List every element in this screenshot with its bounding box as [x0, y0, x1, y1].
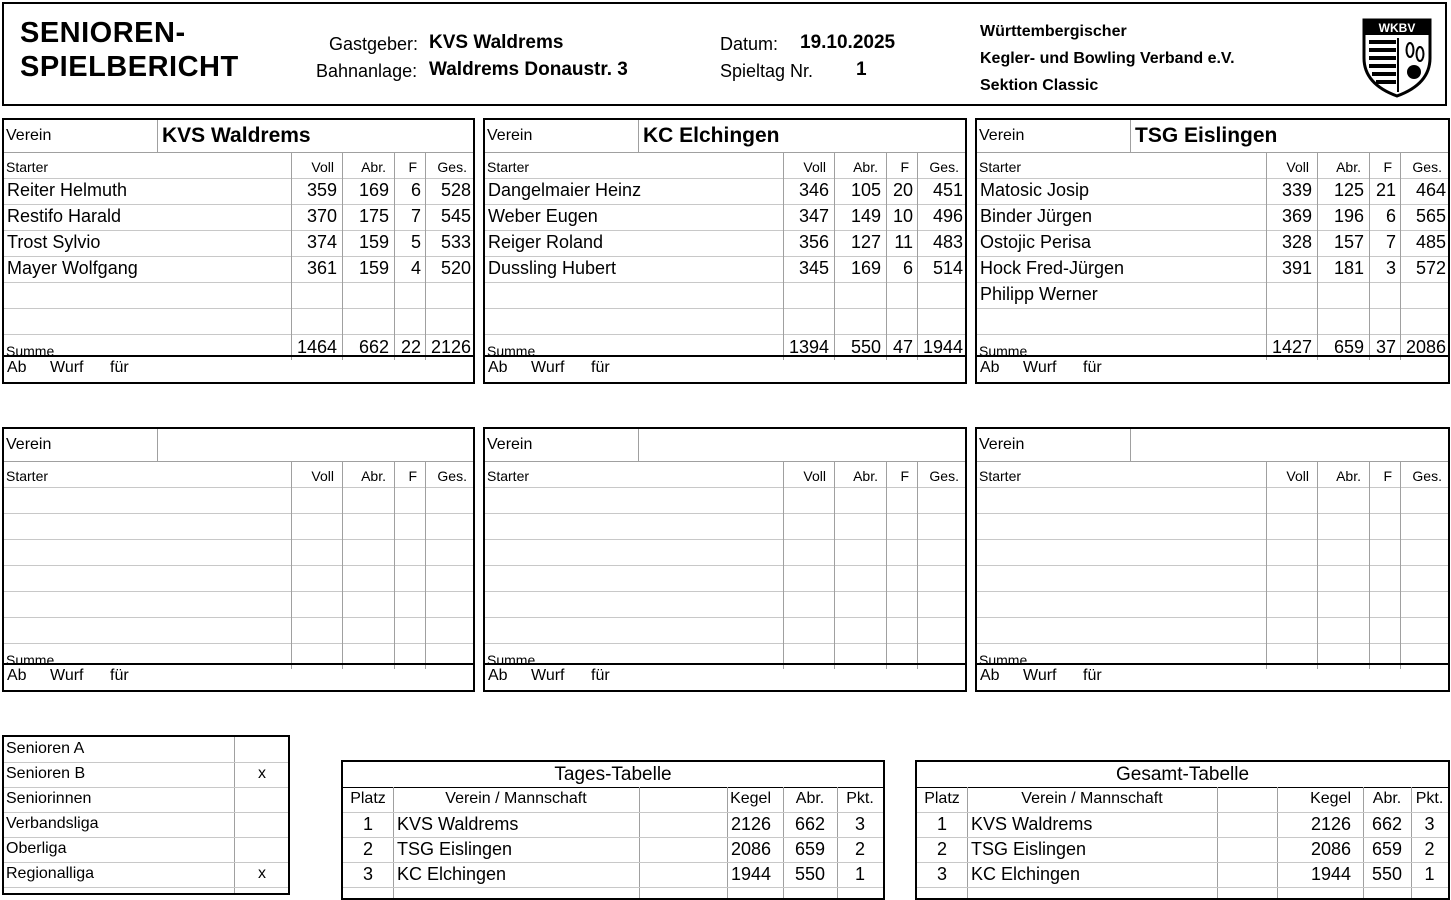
ges-header: Ges.	[1412, 468, 1442, 484]
ges-header: Ges.	[1412, 159, 1442, 175]
team-name: TSG Eislingen	[1130, 120, 1448, 152]
player-name: Restifo Harald	[7, 206, 122, 226]
player-name: Ostojic Perisa	[980, 232, 1092, 252]
ges-header: Ges.	[437, 468, 467, 484]
ges-value: 451	[932, 180, 963, 200]
verein-value: KC Elchingen	[397, 864, 507, 884]
logo-text: WKBV	[1378, 21, 1416, 35]
team-panel	[483, 118, 967, 384]
verein-row	[977, 429, 1448, 462]
pkt-header: Pkt.	[846, 790, 874, 807]
abr-value: 659	[1371, 839, 1403, 859]
ab-wurf-row	[485, 355, 965, 382]
player-row	[4, 230, 473, 257]
f-header: F	[900, 468, 909, 484]
starter-header: Starter	[6, 468, 49, 484]
player-row	[4, 591, 473, 618]
fuer-label: für	[1083, 667, 1102, 684]
sum-label: Summe	[6, 343, 55, 359]
f-value: 10	[892, 206, 913, 226]
abr-value: 550	[794, 864, 826, 884]
voll-header: Voll	[1286, 468, 1309, 484]
ab-wurf-row	[4, 355, 473, 382]
verein-label: Verein	[6, 436, 52, 453]
verein-value: KVS Waldrems	[971, 814, 1093, 834]
player-row	[977, 513, 1448, 540]
player-row	[4, 308, 473, 335]
kegel-value: 1944	[730, 864, 771, 884]
player-name: Trost Sylvio	[7, 232, 101, 252]
wurf-label: Wurf	[531, 359, 565, 376]
player-name: Binder Jürgen	[980, 206, 1093, 226]
abr-value: 127	[850, 232, 881, 252]
f-value: 11	[894, 232, 913, 252]
f-value: 6	[902, 258, 913, 278]
f-header: F	[408, 159, 417, 175]
team-panel	[975, 118, 1450, 384]
team-name: KVS Waldrems	[157, 120, 473, 152]
ab-wurf-row	[485, 663, 965, 690]
category-row	[4, 862, 288, 888]
kegel-value: 2126	[730, 814, 771, 834]
abr-value: 169	[358, 180, 389, 200]
verein-row	[4, 429, 473, 462]
title-line-2: SPIELBERICHT	[20, 51, 239, 83]
sum-ges: 1944	[922, 337, 963, 357]
overall-ranking-table	[915, 760, 1450, 900]
voll-value: 356	[798, 232, 829, 252]
pkt-value: 2	[854, 839, 865, 859]
player-row	[4, 178, 473, 205]
platz-value: 3	[936, 864, 947, 884]
voll-value: 374	[306, 232, 337, 252]
voll-value: 361	[306, 258, 337, 278]
f-value: 21	[1375, 180, 1396, 200]
verein-value: TSG Eislingen	[397, 839, 513, 859]
ges-value: 483	[932, 232, 963, 252]
player-row	[4, 487, 473, 514]
fuer-label: für	[591, 359, 610, 376]
ges-value: 485	[1415, 232, 1446, 252]
abr-header: Abr.	[1372, 790, 1402, 807]
voll-value: 391	[1281, 258, 1312, 278]
pkt-value: 1	[854, 864, 865, 884]
player-name: Hock Fred-Jürgen	[980, 258, 1125, 278]
sum-label: Summe	[6, 652, 55, 668]
empty-team-panel	[2, 427, 475, 692]
category-row	[4, 837, 288, 863]
team-name	[157, 429, 473, 461]
player-row	[4, 539, 473, 566]
player-name: Matosic Josip	[980, 180, 1090, 200]
title-line-1: SENIOREN-	[20, 17, 186, 49]
abr-value: 550	[1371, 864, 1403, 884]
ab-label: Ab	[488, 359, 508, 376]
abr-header: Abr.	[1336, 159, 1361, 175]
player-row	[4, 513, 473, 540]
starter-header: Starter	[979, 159, 1022, 175]
verein-row	[977, 120, 1448, 153]
player-row	[4, 617, 473, 644]
verein-label: Verein	[487, 127, 533, 144]
wurf-label: Wurf	[50, 359, 84, 376]
voll-header: Voll	[1286, 159, 1309, 175]
fuer-label: für	[591, 667, 610, 684]
player-row	[485, 282, 965, 309]
starter-header: Starter	[979, 468, 1022, 484]
sum-abr: 659	[1333, 337, 1364, 357]
abr-header: Abr.	[795, 790, 825, 807]
player-name: Mayer Wolfgang	[7, 258, 138, 278]
abr-value: 157	[1333, 232, 1364, 252]
venue-label: Bahnanlage:	[316, 61, 418, 81]
player-row	[977, 565, 1448, 592]
player-row	[485, 308, 965, 335]
sum-abr: 550	[850, 337, 881, 357]
category-row	[4, 762, 288, 788]
player-row	[977, 204, 1448, 231]
ranking-title: Gesamt-Tabelle	[917, 762, 1448, 788]
venue-value: Waldrems Donaustr. 3	[429, 59, 628, 80]
empty-team-panel	[975, 427, 1450, 692]
abr-header: Abr.	[853, 159, 878, 175]
voll-header: Voll	[311, 159, 334, 175]
wurf-label: Wurf	[1023, 667, 1057, 684]
player-row	[4, 256, 473, 283]
ges-value: 464	[1415, 180, 1446, 200]
ab-label: Ab	[7, 359, 27, 376]
pkt-value: 1	[1424, 864, 1435, 884]
date-value: 19.10.2025	[800, 32, 896, 53]
category-row	[4, 787, 288, 813]
date-label: Datum:	[720, 34, 779, 54]
player-row	[485, 178, 965, 205]
player-row	[485, 591, 965, 618]
kegel-value: 2086	[730, 839, 771, 859]
abr-value: 125	[1333, 180, 1364, 200]
ges-header: Ges.	[929, 468, 959, 484]
abr-value: 169	[850, 258, 881, 278]
player-row	[485, 513, 965, 540]
ges-value: 514	[932, 258, 963, 278]
kegel-value: 2086	[1310, 839, 1351, 859]
voll-value: 339	[1281, 180, 1312, 200]
abr-header: Abr.	[361, 159, 386, 175]
abr-value: 149	[850, 206, 881, 226]
report-header	[2, 2, 1447, 106]
voll-header: Voll	[803, 468, 826, 484]
org-line-3: Sektion Classic	[980, 77, 1099, 94]
player-row	[485, 256, 965, 283]
sum-f: 47	[892, 337, 913, 357]
category-table	[2, 735, 290, 895]
player-row	[485, 617, 965, 644]
voll-value: 359	[306, 180, 337, 200]
verein-value: KC Elchingen	[971, 864, 1081, 884]
verein-value: KVS Waldrems	[397, 814, 519, 834]
platz-value: 1	[362, 814, 373, 834]
verein-header: Verein / Mannschaft	[1021, 790, 1163, 807]
abr-value: 159	[358, 258, 389, 278]
ranking-title: Tages-Tabelle	[343, 762, 883, 788]
voll-value: 345	[798, 258, 829, 278]
kegel-header: Kegel	[730, 790, 771, 807]
ab-label: Ab	[7, 667, 27, 684]
ges-value: 572	[1415, 258, 1446, 278]
verein-label: Verein	[979, 127, 1025, 144]
ges-header: Ges.	[929, 159, 959, 175]
voll-value: 370	[306, 206, 337, 226]
category-name: Senioren B	[6, 765, 86, 782]
f-value: 6	[1385, 206, 1396, 226]
daily-ranking-table	[341, 760, 885, 900]
verein-row	[4, 120, 473, 153]
host-value: KVS Waldrems	[429, 32, 564, 53]
player-name: Weber Eugen	[488, 206, 598, 226]
verein-label: Verein	[6, 127, 52, 144]
f-value: 5	[410, 232, 421, 252]
sum-ges: 2086	[1405, 337, 1446, 357]
org-line-2: Kegler- und Bowling Verband e.V.	[980, 50, 1235, 67]
abr-header: Abr.	[1336, 468, 1361, 484]
player-row	[977, 256, 1448, 283]
abr-value: 105	[850, 180, 881, 200]
platz-value: 2	[936, 839, 947, 859]
wurf-label: Wurf	[50, 667, 84, 684]
voll-value: 328	[1281, 232, 1312, 252]
sum-label: Summe	[979, 343, 1028, 359]
starter-header: Starter	[6, 159, 49, 175]
org-line-1: Württembergischer	[980, 23, 1127, 40]
sum-f: 37	[1375, 337, 1396, 357]
document-title	[20, 16, 239, 84]
fuer-label: für	[110, 667, 129, 684]
kegel-header: Kegel	[1310, 790, 1351, 807]
abr-value: 662	[794, 814, 826, 834]
platz-value: 2	[362, 839, 373, 859]
verein-label: Verein	[487, 436, 533, 453]
player-row	[977, 487, 1448, 514]
ab-label: Ab	[980, 359, 1000, 376]
player-row	[977, 230, 1448, 257]
organization-name	[980, 18, 1235, 99]
voll-value: 346	[798, 180, 829, 200]
f-value: 7	[410, 206, 421, 226]
f-value: 4	[410, 258, 421, 278]
matchday-label: Spieltag Nr.	[720, 61, 814, 81]
player-row	[977, 591, 1448, 618]
f-value: 20	[892, 180, 913, 200]
wurf-label: Wurf	[1023, 359, 1057, 376]
team-name	[1130, 429, 1448, 461]
sum-ges: 2126	[430, 337, 471, 357]
player-name: Dangelmaier Heinz	[488, 180, 642, 200]
abr-value: 196	[1333, 206, 1364, 226]
ges-value: 565	[1415, 206, 1446, 226]
player-row	[977, 539, 1448, 566]
verein-label: Verein	[979, 436, 1025, 453]
category-mark: x	[258, 865, 266, 882]
sum-voll: 1464	[296, 337, 337, 357]
f-header: F	[900, 159, 909, 175]
abr-value: 659	[794, 839, 826, 859]
ges-value: 528	[440, 180, 471, 200]
ges-value: 496	[932, 206, 963, 226]
category-name: Oberliga	[6, 840, 67, 857]
player-row	[977, 308, 1448, 335]
player-row	[485, 230, 965, 257]
sum-f: 22	[400, 337, 421, 357]
f-value: 7	[1385, 232, 1396, 252]
player-row	[977, 282, 1448, 309]
voll-value: 369	[1281, 206, 1312, 226]
f-value: 6	[410, 180, 421, 200]
f-header: F	[1383, 159, 1392, 175]
verein-value: TSG Eislingen	[971, 839, 1087, 859]
host-label: Gastgeber:	[329, 34, 419, 54]
category-row	[4, 737, 288, 763]
abr-header: Abr.	[361, 468, 386, 484]
category-row	[4, 812, 288, 838]
player-name: Reiter Helmuth	[7, 180, 128, 200]
ab-wurf-row	[4, 663, 473, 690]
player-row	[485, 539, 965, 566]
team-name	[638, 429, 965, 461]
player-name: Philipp Werner	[980, 284, 1098, 304]
voll-value: 347	[798, 206, 829, 226]
category-mark: x	[258, 765, 266, 782]
team-name: KC Elchingen	[638, 120, 965, 152]
platz-value: 1	[936, 814, 947, 834]
kegel-value: 1944	[1310, 864, 1351, 884]
abr-header: Abr.	[853, 468, 878, 484]
ab-label: Ab	[488, 667, 508, 684]
sum-label: Summe	[487, 652, 536, 668]
player-row	[485, 204, 965, 231]
category-name: Senioren A	[6, 740, 85, 757]
player-row	[977, 178, 1448, 205]
pkt-header: Pkt.	[1415, 790, 1444, 807]
player-row	[4, 204, 473, 231]
fuer-label: für	[110, 359, 129, 376]
sum-voll: 1427	[1271, 337, 1312, 357]
sum-abr: 662	[358, 337, 389, 357]
ges-header: Ges.	[437, 159, 467, 175]
ges-value: 533	[440, 232, 471, 252]
starter-header: Starter	[487, 468, 530, 484]
abr-value: 181	[1333, 258, 1364, 278]
category-name: Verbandsliga	[6, 815, 99, 832]
ges-value: 520	[440, 258, 471, 278]
voll-header: Voll	[803, 159, 826, 175]
voll-header: Voll	[311, 468, 334, 484]
player-row	[4, 565, 473, 592]
sum-label: Summe	[979, 652, 1028, 668]
sum-voll: 1394	[788, 337, 829, 357]
platz-value: 3	[362, 864, 373, 884]
f-header: F	[408, 468, 417, 484]
matchday-value: 1	[856, 59, 867, 80]
ab-label: Ab	[980, 667, 1000, 684]
wkbv-logo-icon	[1360, 14, 1434, 98]
verein-row	[485, 429, 965, 462]
pkt-value: 3	[1424, 814, 1435, 834]
starter-header: Starter	[487, 159, 530, 175]
pkt-value: 2	[1424, 839, 1435, 859]
f-value: 3	[1385, 258, 1396, 278]
category-name: Regionalliga	[6, 865, 95, 882]
category-name: Seniorinnen	[6, 790, 92, 807]
ab-wurf-row	[977, 663, 1448, 690]
empty-team-panel	[483, 427, 967, 692]
player-row	[4, 282, 473, 309]
abr-value: 159	[358, 232, 389, 252]
verein-row	[485, 120, 965, 153]
player-row	[977, 617, 1448, 644]
fuer-label: für	[1083, 359, 1102, 376]
platz-header: Platz	[924, 790, 960, 807]
f-header: F	[1383, 468, 1392, 484]
abr-value: 662	[1371, 814, 1403, 834]
player-name: Dussling Hubert	[488, 258, 617, 278]
abr-value: 175	[358, 206, 389, 226]
ges-value: 545	[440, 206, 471, 226]
wurf-label: Wurf	[531, 667, 565, 684]
player-row	[485, 565, 965, 592]
verein-header: Verein / Mannschaft	[445, 790, 587, 807]
ab-wurf-row	[977, 355, 1448, 382]
kegel-value: 2126	[1310, 814, 1351, 834]
player-row	[485, 487, 965, 514]
player-name: Reiger Roland	[488, 232, 604, 252]
team-panel	[2, 118, 475, 384]
sum-label: Summe	[487, 343, 536, 359]
platz-header: Platz	[350, 790, 386, 807]
pkt-value: 3	[854, 814, 865, 834]
